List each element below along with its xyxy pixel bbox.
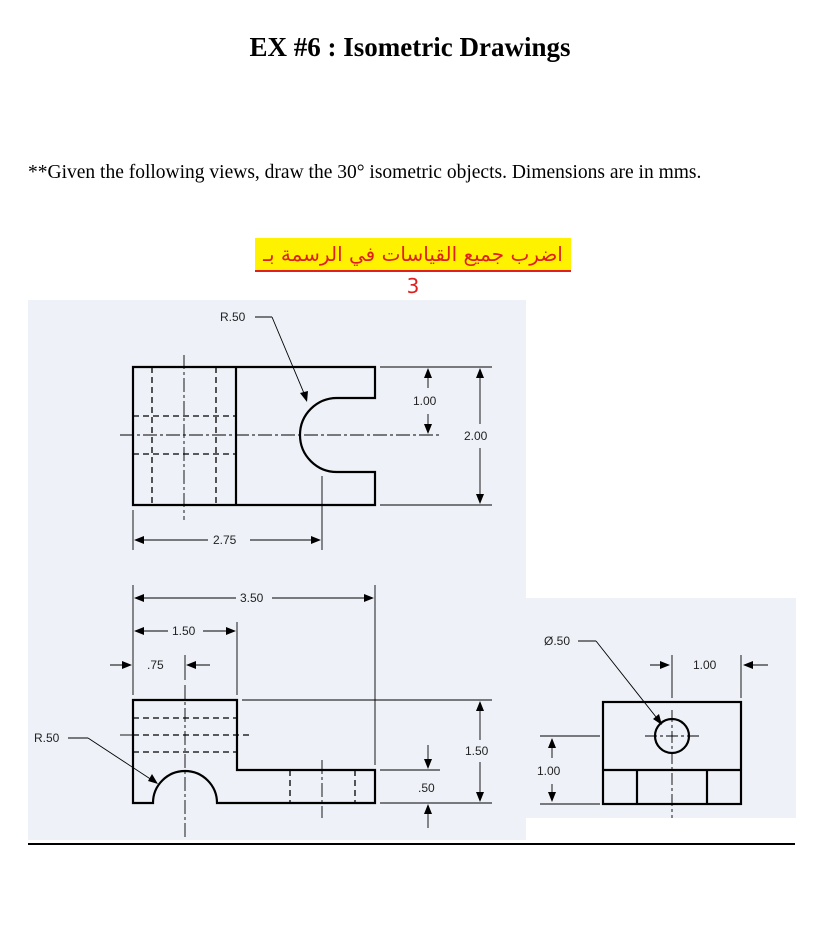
front-dim-75: .75 <box>147 658 164 672</box>
top-front-panel <box>28 300 526 840</box>
top-dim-1: 1.00 <box>413 394 437 408</box>
front-radius-label: R.50 <box>34 731 60 745</box>
top-dim-3: 2.75 <box>213 533 237 547</box>
top-dim-2: 2.00 <box>464 429 488 443</box>
side-dim-width: 1.00 <box>693 658 717 672</box>
front-dim-350: 3.50 <box>240 591 264 605</box>
instruction-text: **Given the following views, draw the 30° isometric objects. Dimensions are in mms. <box>28 162 702 183</box>
front-dim-150: 1.50 <box>172 624 196 638</box>
page-title: EX #6 : Isometric Drawings <box>249 32 571 62</box>
front-dim-50: .50 <box>418 781 435 795</box>
side-panel <box>526 598 796 818</box>
side-diameter-label: Ø.50 <box>544 634 571 648</box>
side-dim-height: 1.00 <box>537 764 561 778</box>
arabic-note: اضرب جميع القياسات في الرسمة بـ 3 <box>255 238 571 272</box>
bottom-rule <box>28 843 795 845</box>
top-radius-label: R.50 <box>220 310 246 324</box>
front-dim-height: 1.50 <box>465 744 489 758</box>
